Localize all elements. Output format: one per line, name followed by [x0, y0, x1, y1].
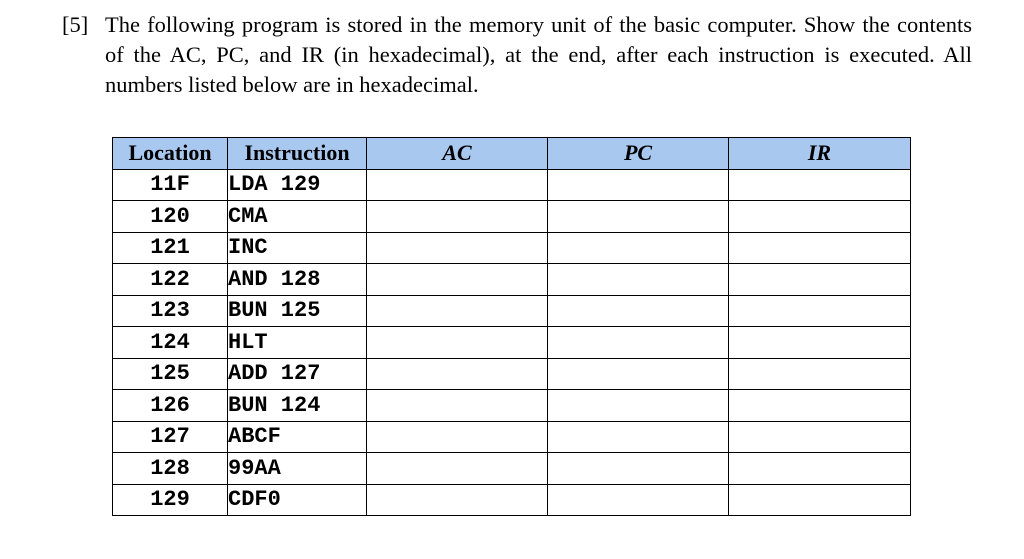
- instruction-cell: INC: [228, 232, 367, 264]
- header-location: Location: [113, 138, 228, 170]
- pc-answer-cell[interactable]: [548, 232, 729, 264]
- ac-answer-cell[interactable]: [367, 201, 548, 233]
- header-instruction: Instruction: [228, 138, 367, 170]
- ac-answer-cell[interactable]: [367, 421, 548, 453]
- instruction-cell: CMA: [228, 201, 367, 233]
- instruction-cell: BUN 124: [228, 390, 367, 422]
- header-ir: IR: [729, 138, 911, 170]
- location-cell: 11F: [113, 169, 228, 201]
- location-cell: 120: [113, 201, 228, 233]
- ir-answer-cell[interactable]: [729, 232, 911, 264]
- ir-answer-cell[interactable]: [729, 327, 911, 359]
- ir-answer-cell[interactable]: [729, 484, 911, 516]
- instruction-cell: HLT: [228, 327, 367, 359]
- location-cell: 124: [113, 327, 228, 359]
- table-row: [113, 264, 911, 296]
- location-cell: 121: [113, 232, 228, 264]
- table-row: [113, 201, 911, 233]
- ir-answer-cell[interactable]: [729, 453, 911, 485]
- table-row: [113, 358, 911, 390]
- table-row: [113, 169, 911, 201]
- location-cell: 128: [113, 453, 228, 485]
- ir-answer-cell[interactable]: [729, 358, 911, 390]
- ir-answer-cell[interactable]: [729, 264, 911, 296]
- table-row: [113, 453, 911, 485]
- ac-answer-cell[interactable]: [367, 358, 548, 390]
- question-block: [62, 10, 972, 100]
- instruction-cell: ABCF: [228, 421, 367, 453]
- ac-answer-cell[interactable]: [367, 390, 548, 422]
- pc-answer-cell[interactable]: [548, 295, 729, 327]
- pc-answer-cell[interactable]: [548, 264, 729, 296]
- location-cell: 122: [113, 264, 228, 296]
- pc-answer-cell[interactable]: [548, 453, 729, 485]
- pc-answer-cell[interactable]: [548, 421, 729, 453]
- pc-answer-cell[interactable]: [548, 358, 729, 390]
- question-text: The following program is stored in the memory unit of the basic computer. Show the contents of the AC, PC, and IR (in hexadecimal), at the end, after each instruction is executed. All numbers listed below are in hexadecimal.: [105, 12, 972, 97]
- instruction-cell: ADD 127: [228, 358, 367, 390]
- pc-answer-cell[interactable]: [548, 484, 729, 516]
- ir-answer-cell[interactable]: [729, 295, 911, 327]
- table-row: [113, 295, 911, 327]
- ir-answer-cell[interactable]: [729, 421, 911, 453]
- ac-answer-cell[interactable]: [367, 232, 548, 264]
- table-row: [113, 484, 911, 516]
- instruction-cell: BUN 125: [228, 295, 367, 327]
- memory-program-table: [112, 137, 911, 516]
- table-row: [113, 390, 911, 422]
- location-cell: 127: [113, 421, 228, 453]
- ac-answer-cell[interactable]: [367, 484, 548, 516]
- location-cell: 126: [113, 390, 228, 422]
- question-number: [5]: [62, 12, 89, 37]
- location-cell: 123: [113, 295, 228, 327]
- pc-answer-cell[interactable]: [548, 169, 729, 201]
- instruction-cell: 99AA: [228, 453, 367, 485]
- ir-answer-cell[interactable]: [729, 201, 911, 233]
- ir-answer-cell[interactable]: [729, 390, 911, 422]
- pc-answer-cell[interactable]: [548, 327, 729, 359]
- pc-answer-cell[interactable]: [548, 201, 729, 233]
- table-row: [113, 232, 911, 264]
- ir-answer-cell[interactable]: [729, 169, 911, 201]
- table-header-row: [113, 138, 911, 170]
- ac-answer-cell[interactable]: [367, 453, 548, 485]
- ac-answer-cell[interactable]: [367, 295, 548, 327]
- header-pc: PC: [548, 138, 729, 170]
- table-row: [113, 421, 911, 453]
- ac-answer-cell[interactable]: [367, 327, 548, 359]
- instruction-cell: AND 128: [228, 264, 367, 296]
- ac-answer-cell[interactable]: [367, 169, 548, 201]
- instruction-cell: CDF0: [228, 484, 367, 516]
- location-cell: 125: [113, 358, 228, 390]
- instruction-cell: LDA 129: [228, 169, 367, 201]
- pc-answer-cell[interactable]: [548, 390, 729, 422]
- ac-answer-cell[interactable]: [367, 264, 548, 296]
- table-row: [113, 327, 911, 359]
- header-ac: AC: [367, 138, 548, 170]
- location-cell: 129: [113, 484, 228, 516]
